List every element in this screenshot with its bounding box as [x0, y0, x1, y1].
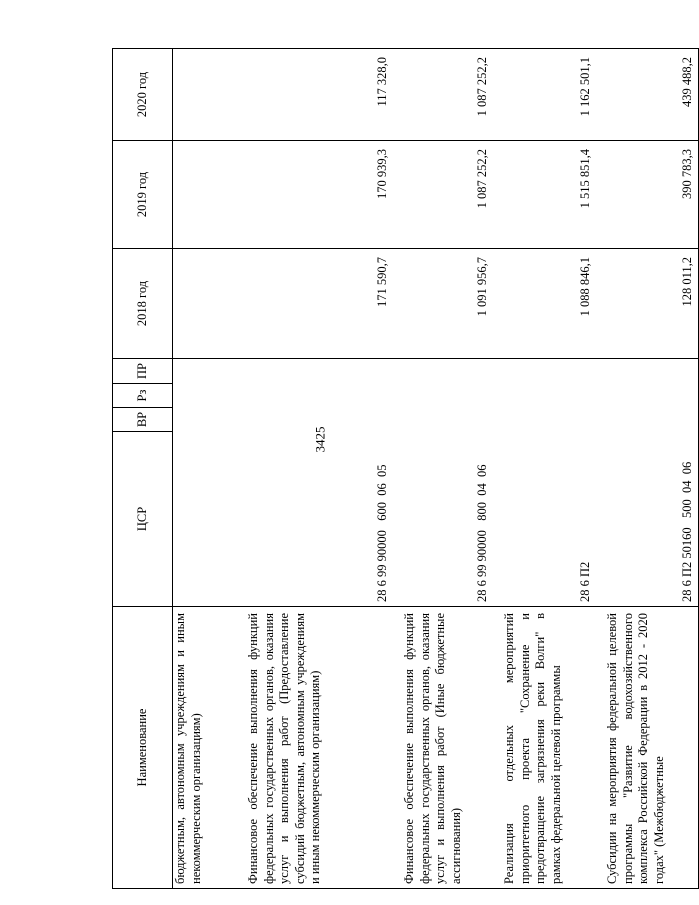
table-row	[237, 49, 393, 889]
page-number: 3425	[312, 426, 328, 453]
row-codes: 28 6 П2 50160 500 04 06	[596, 359, 699, 607]
budget-table-rotated	[112, 49, 694, 889]
table-row	[596, 49, 699, 889]
table-row	[393, 49, 493, 889]
header-rz: Рз	[113, 384, 173, 408]
table-header-row	[113, 49, 173, 889]
header-csr: ЦСР	[113, 432, 173, 607]
budget-table	[112, 48, 699, 889]
row-2018: 128 011,2	[596, 249, 699, 359]
row-name: бюджетным, автономным учреждениям и иным некоммерческим организациям)	[173, 607, 238, 889]
row-2019: 170 939,3	[237, 141, 393, 249]
row-codes	[173, 359, 238, 607]
row-name: Субсидии на мероприятия федеральной целевой программы "Развитие водохозяйственного комплекса Российской Федерации в 2012 - 2020 годах" (Межбюджетные	[596, 607, 699, 889]
row-2020: 1 162 501,1	[493, 49, 596, 141]
row-2019	[173, 141, 238, 249]
header-2019: 2019 год	[113, 141, 173, 249]
row-name: Реализация отдельных мероприятий приоритетного проекта "Сохранение и предотвращение загрязнения реки Волги" в рамках федеральной целевой программы	[493, 607, 596, 889]
row-name: Финансовое обеспечение выполнения функций федеральных государственных органов, оказания услуг и выполнения работ (Предоставление субсидий бюджетным, автономным учреждениям и иным некоммерческим организациям)	[237, 607, 393, 889]
row-2018	[173, 249, 238, 359]
row-2020: 439 488,2	[596, 49, 699, 141]
table-row	[173, 49, 238, 889]
row-2018: 171 590,7	[237, 249, 393, 359]
row-2020: 117 328,0	[237, 49, 393, 141]
row-2020	[173, 49, 238, 141]
row-2018: 1 088 846,1	[493, 249, 596, 359]
row-codes: 28 6 99 90000 800 04 06	[393, 359, 493, 607]
row-2019: 390 783,3	[596, 141, 699, 249]
row-2019: 1 087 252,2	[393, 141, 493, 249]
row-2019: 1 515 851,4	[493, 141, 596, 249]
row-codes: 28 6 99 90000 600 06 05	[237, 359, 393, 607]
header-2020: 2020 год	[113, 49, 173, 141]
row-2020: 1 087 252,2	[393, 49, 493, 141]
header-pr: ПР	[113, 359, 173, 384]
header-2018: 2018 год	[113, 249, 173, 359]
row-name: Финансовое обеспечение выполнения функций федеральных государственных органов, оказания услуг и выполнения работ (Иные бюджетные ассигнования)	[393, 607, 493, 889]
table-row	[493, 49, 596, 889]
header-name: Наименование	[113, 607, 173, 889]
header-vr: ВР	[113, 408, 173, 432]
row-codes: 28 6 П2	[493, 359, 596, 607]
row-2018: 1 091 956,7	[393, 249, 493, 359]
